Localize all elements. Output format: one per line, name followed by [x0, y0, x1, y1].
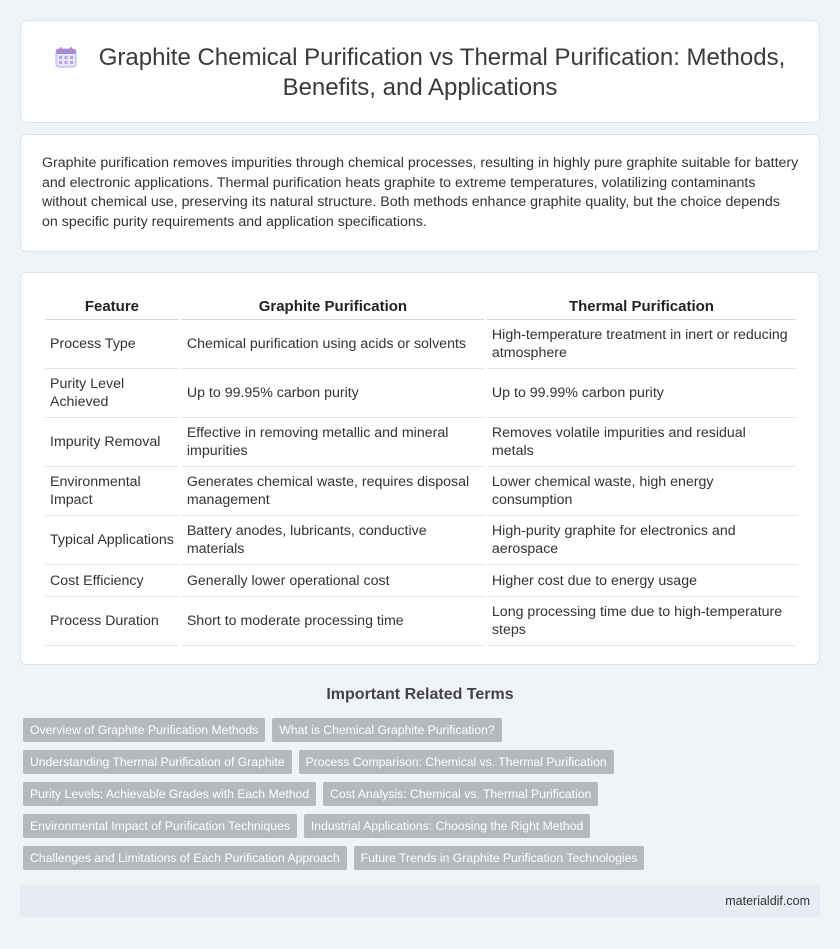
- table-row: [45, 565, 796, 597]
- table-cell: Long processing time due to high-temperature steps: [487, 597, 796, 646]
- table-cell: High-temperature treatment in inert or reducing atmosphere: [487, 320, 796, 369]
- table-cell: Short to moderate processing time: [182, 597, 484, 646]
- table-cell: Higher cost due to energy usage: [487, 565, 796, 597]
- footer: [20, 885, 820, 917]
- comparison-table: [42, 294, 799, 646]
- header: [51, 43, 789, 103]
- table-cell: Generally lower operational cost: [182, 565, 484, 597]
- intro-card: [20, 134, 820, 252]
- column-header: Thermal Purification: [487, 294, 796, 320]
- intro-text: Graphite purification removes impurities through chemical processes, resulting in highly pure graphite suitable for battery and electronic applications. Thermal purification heats graphite to extreme temperatures, volatilizing contaminants without chemical use, preserving its natural structure. Both methods enhance graphite quality, but the choice depends on specific purity requirements and application specifications.: [42, 155, 799, 230]
- related-term-tag[interactable]: Industrial Applications: Choosing the Right Method: [304, 814, 590, 838]
- related-term-tag[interactable]: Purity Levels: Achievable Grades with Each Method: [23, 782, 316, 806]
- table-cell: Impurity Removal: [45, 418, 179, 467]
- table-cell: Lower chemical waste, high energy consumption: [487, 467, 796, 516]
- table-cell: Typical Applications: [45, 516, 179, 565]
- related-term-tag[interactable]: Overview of Graphite Purification Methods: [23, 718, 265, 742]
- column-header: Graphite Purification: [182, 294, 484, 320]
- calendar-icon: [55, 46, 77, 68]
- related-term-tag[interactable]: Environmental Impact of Purification Techniques: [23, 814, 297, 838]
- table-cell: Up to 99.99% carbon purity: [487, 369, 796, 418]
- related-term-tag[interactable]: Understanding Thermal Purification of Graphite: [23, 750, 292, 774]
- related-term-tag[interactable]: Future Trends in Graphite Purification Technologies: [354, 846, 645, 870]
- table-cell: Environmental Impact: [45, 467, 179, 516]
- column-header: Feature: [45, 294, 179, 320]
- comparison-card: [20, 272, 820, 665]
- table-cell: Generates chemical waste, requires disposal management: [182, 467, 484, 516]
- header-card: [20, 20, 820, 123]
- related-term-tag[interactable]: Process Comparison: Chemical vs. Thermal Purification: [299, 750, 614, 774]
- related-terms-title: Important Related Terms: [326, 686, 514, 703]
- table-cell: Up to 99.95% carbon purity: [182, 369, 484, 418]
- table-row: [45, 516, 796, 565]
- page-title-text: Graphite Chemical Purification vs Thermal Purification: Methods, Benefits, and Applications: [98, 44, 786, 101]
- table-cell: Process Type: [45, 320, 179, 369]
- related-term-tag[interactable]: Cost Analysis: Chemical vs. Thermal Purification: [323, 782, 598, 806]
- table-cell: Battery anodes, lubricants, conductive materials: [182, 516, 484, 565]
- table-row: [45, 369, 796, 418]
- footer-site-link[interactable]: materialdif.com: [725, 894, 810, 908]
- table-row: [45, 467, 796, 516]
- page-title: [51, 43, 789, 103]
- table-cell: Effective in removing metallic and mineral impurities: [182, 418, 484, 467]
- table-cell: Cost Efficiency: [45, 565, 179, 597]
- table-row: [45, 418, 796, 467]
- table-header-row: [45, 294, 796, 320]
- table-cell: Removes volatile impurities and residual metals: [487, 418, 796, 467]
- related-terms-list: [23, 718, 783, 878]
- related-term-tag[interactable]: What is Chemical Graphite Purification?: [272, 718, 501, 742]
- table-row: [45, 320, 796, 369]
- table-row: [45, 597, 796, 646]
- table-cell: Purity Level Achieved: [45, 369, 179, 418]
- table-cell: Process Duration: [45, 597, 179, 646]
- related-term-tag[interactable]: Challenges and Limitations of Each Purification Approach: [23, 846, 347, 870]
- table-cell: Chemical purification using acids or solvents: [182, 320, 484, 369]
- table-cell: High-purity graphite for electronics and aerospace: [487, 516, 796, 565]
